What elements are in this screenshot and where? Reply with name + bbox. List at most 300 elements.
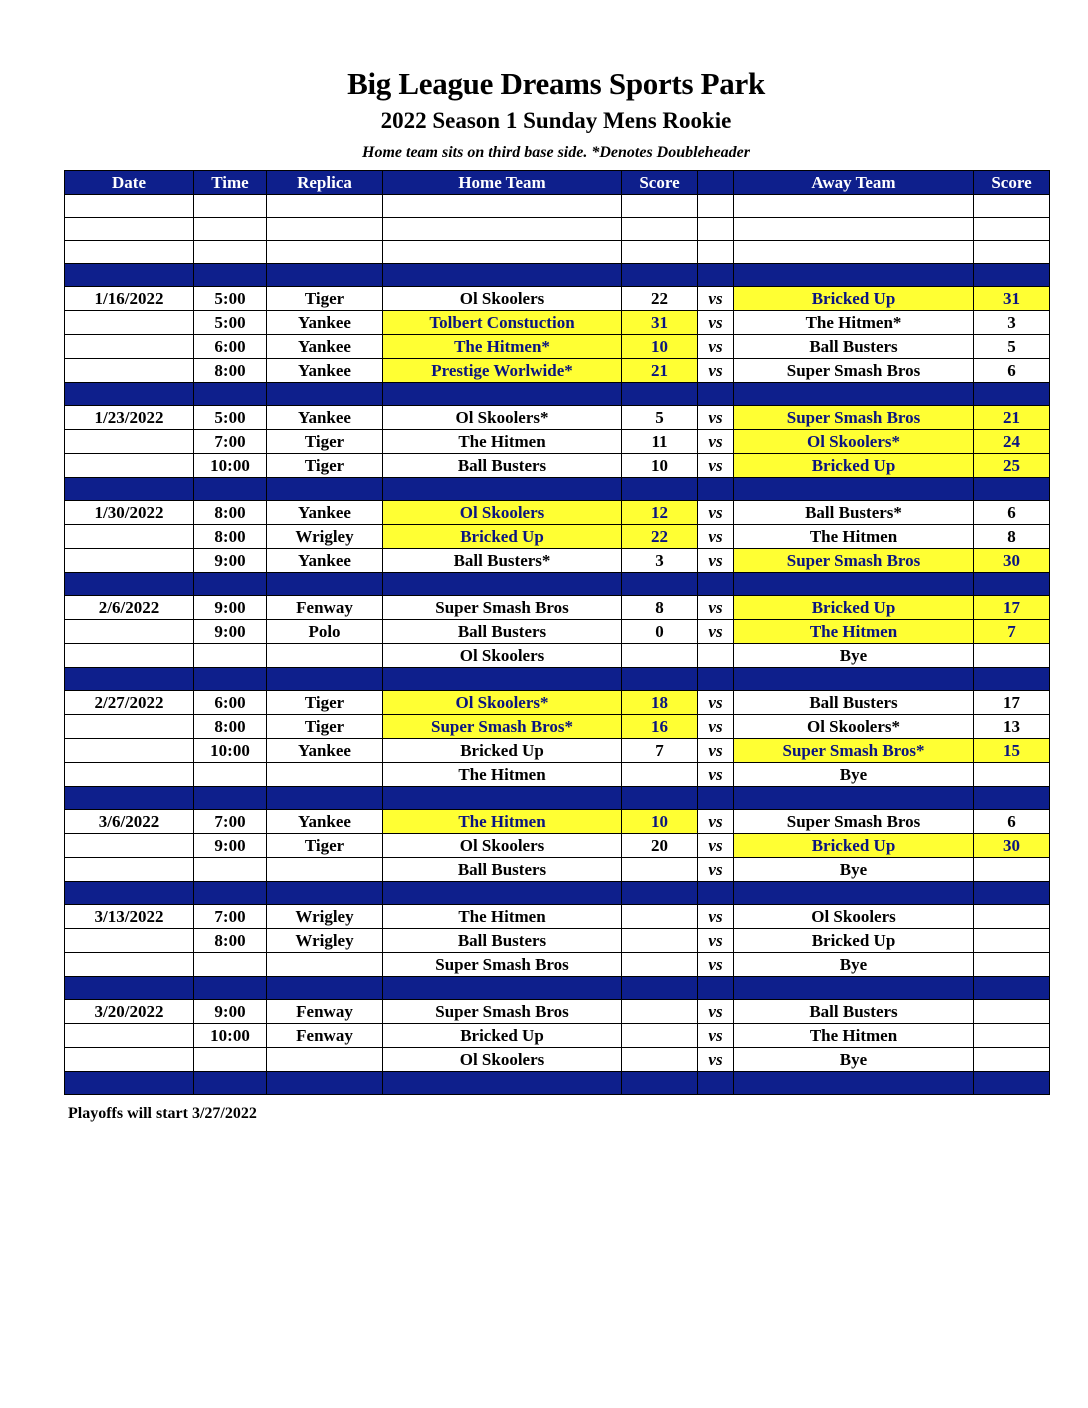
cell-replica [267,858,383,882]
cell-time: 10:00 [194,739,267,763]
cell-home-team: The Hitmen* [383,335,622,359]
cell-home-score: 10 [622,454,698,478]
cell-replica [267,383,383,406]
page-subtitle: 2022 Season 1 Sunday Mens Rookie [380,108,732,133]
cell-home-score: 22 [622,287,698,311]
cell-away-score: 24 [974,430,1050,454]
cell-away-team: The Hitmen [734,525,974,549]
cell-date [65,1024,194,1048]
table-row [65,430,1050,454]
cell-away-team [734,218,974,241]
cell-away-score [974,763,1050,787]
cell-replica [267,977,383,1000]
cell-date [65,195,194,218]
table-row [65,596,1050,620]
cell-replica [267,1048,383,1072]
table-row [65,620,1050,644]
cell-date [65,218,194,241]
cell-home-score: 7 [622,739,698,763]
cell-away-team: Bricked Up [734,834,974,858]
cell-replica: Yankee [267,335,383,359]
table-row [65,454,1050,478]
cell-home-team: Super Smash Bros* [383,715,622,739]
cell-home-score: 16 [622,715,698,739]
cell-away-team: The Hitmen [734,620,974,644]
cell-home-team: Super Smash Bros [383,596,622,620]
cell-home-team: Ball Busters [383,929,622,953]
cell-replica: Yankee [267,739,383,763]
cell-home-team [383,264,622,287]
cell-vs: vs [698,1000,734,1024]
cell-home-score [622,763,698,787]
cell-home-score [622,218,698,241]
cell-home-score: 20 [622,834,698,858]
cell-replica: Wrigley [267,525,383,549]
cell-date: 3/6/2022 [65,810,194,834]
cell-home-team: Bricked Up [383,525,622,549]
table-row [65,953,1050,977]
cell-home-score [622,644,698,668]
cell-date [65,573,194,596]
cell-time: 8:00 [194,715,267,739]
cell-away-score [974,218,1050,241]
separator-row [65,264,1050,287]
cell-home-team [383,1072,622,1095]
cell-away-score [974,977,1050,1000]
separator-row [65,1072,1050,1095]
cell-away-score: 7 [974,620,1050,644]
cell-home-team: Ball Busters [383,454,622,478]
cell-away-team: Bye [734,763,974,787]
cell-time: 10:00 [194,454,267,478]
cell-vs: vs [698,858,734,882]
cell-date: 3/20/2022 [65,1000,194,1024]
column-header-home-score: Score [622,171,698,195]
cell-date [65,264,194,287]
cell-time [194,763,267,787]
cell-date [65,359,194,383]
cell-away-team: Bricked Up [734,454,974,478]
cell-date [65,644,194,668]
cell-vs [698,264,734,287]
cell-away-score: 6 [974,810,1050,834]
cell-home-score: 11 [622,430,698,454]
table-row [65,1000,1050,1024]
cell-date [65,882,194,905]
cell-home-score: 18 [622,691,698,715]
cell-home-team: Super Smash Bros [383,953,622,977]
cell-vs: vs [698,763,734,787]
column-header-away-score: Score [974,171,1050,195]
cell-vs: vs [698,311,734,335]
empty-row [65,195,1050,218]
cell-away-team [734,195,974,218]
cell-vs: vs [698,739,734,763]
separator-row [65,478,1050,501]
cell-home-team: Ol Skoolers [383,287,622,311]
cell-away-team: Bye [734,1048,974,1072]
cell-away-team: Super Smash Bros [734,810,974,834]
cell-away-score: 21 [974,406,1050,430]
cell-home-score [622,241,698,264]
cell-away-score: 17 [974,691,1050,715]
cell-away-score [974,264,1050,287]
cell-away-score [974,478,1050,501]
cell-vs: vs [698,501,734,525]
cell-away-score: 15 [974,739,1050,763]
cell-away-team: The Hitmen* [734,311,974,335]
cell-vs [698,1072,734,1095]
cell-vs: vs [698,549,734,573]
cell-away-team: Bye [734,953,974,977]
cell-home-team [383,977,622,1000]
cell-home-score: 21 [622,359,698,383]
cell-vs [698,241,734,264]
cell-time [194,241,267,264]
cell-home-score [622,668,698,691]
cell-replica: Wrigley [267,929,383,953]
schedule-body [65,195,1050,1095]
cell-time [194,1048,267,1072]
cell-vs: vs [698,691,734,715]
cell-home-team: Super Smash Bros [383,1000,622,1024]
cell-replica: Yankee [267,359,383,383]
cell-home-team: Ol Skoolers [383,834,622,858]
cell-home-score: 22 [622,525,698,549]
column-header-vs [698,171,734,195]
cell-away-team [734,383,974,406]
cell-home-score [622,882,698,905]
cell-home-score [622,1024,698,1048]
cell-date: 1/16/2022 [65,287,194,311]
empty-row [65,241,1050,264]
cell-date: 1/30/2022 [65,501,194,525]
cell-replica [267,882,383,905]
cell-away-score [974,905,1050,929]
cell-away-score [974,787,1050,810]
cell-away-team: The Hitmen [734,1024,974,1048]
cell-replica [267,787,383,810]
cell-away-team: Ol Skoolers* [734,430,974,454]
cell-time: 9:00 [194,596,267,620]
cell-date [65,763,194,787]
cell-replica: Yankee [267,501,383,525]
cell-time [194,218,267,241]
cell-home-team [383,218,622,241]
cell-home-team: Ol Skoolers [383,644,622,668]
schedule-note: Home team sits on third base side. *Denotes Doubleheader [362,144,750,161]
cell-replica: Yankee [267,311,383,335]
cell-time: 8:00 [194,359,267,383]
cell-vs [698,383,734,406]
cell-date: 3/13/2022 [65,905,194,929]
table-row [65,739,1050,763]
cell-vs: vs [698,810,734,834]
table-row [65,406,1050,430]
table-row [65,691,1050,715]
cell-away-team [734,977,974,1000]
cell-vs [698,977,734,1000]
column-header-away-team: Away Team [734,171,974,195]
cell-time [194,787,267,810]
cell-replica [267,644,383,668]
cell-time: 9:00 [194,549,267,573]
cell-away-team [734,241,974,264]
cell-away-score [974,858,1050,882]
cell-vs: vs [698,620,734,644]
column-header-date: Date [65,171,194,195]
cell-vs [698,478,734,501]
cell-time: 6:00 [194,691,267,715]
cell-vs: vs [698,454,734,478]
table-row [65,287,1050,311]
cell-replica: Fenway [267,596,383,620]
cell-home-team: Ball Busters [383,858,622,882]
cell-home-team [383,573,622,596]
cell-replica: Tiger [267,430,383,454]
cell-time: 9:00 [194,620,267,644]
cell-time: 6:00 [194,335,267,359]
cell-away-score [974,953,1050,977]
cell-time: 7:00 [194,905,267,929]
cell-time [194,977,267,1000]
cell-away-score: 3 [974,311,1050,335]
cell-home-team: The Hitmen [383,763,622,787]
cell-vs: vs [698,1048,734,1072]
cell-away-team: Ball Busters* [734,501,974,525]
cell-date [65,834,194,858]
cell-away-score: 6 [974,501,1050,525]
cell-home-team [383,241,622,264]
cell-date [65,525,194,549]
cell-away-score [974,882,1050,905]
cell-home-score: 10 [622,810,698,834]
cell-away-score [974,1000,1050,1024]
cell-vs: vs [698,953,734,977]
cell-time: 8:00 [194,929,267,953]
table-row [65,549,1050,573]
table-row [65,1048,1050,1072]
table-row [65,359,1050,383]
cell-home-team: Ol Skoolers* [383,691,622,715]
cell-home-team [383,383,622,406]
cell-time [194,882,267,905]
cell-date [65,953,194,977]
cell-away-team: Ol Skoolers* [734,715,974,739]
cell-home-score [622,195,698,218]
cell-home-score [622,929,698,953]
cell-time [194,858,267,882]
cell-home-team: Bricked Up [383,1024,622,1048]
cell-away-score [974,929,1050,953]
cell-away-team: Super Smash Bros [734,549,974,573]
cell-replica [267,264,383,287]
cell-away-score: 31 [974,287,1050,311]
cell-vs [698,195,734,218]
table-row [65,644,1050,668]
cell-replica: Fenway [267,1024,383,1048]
cell-home-score: 3 [622,549,698,573]
cell-date [65,929,194,953]
cell-away-team [734,668,974,691]
table-row [65,525,1050,549]
cell-home-team: Tolbert Constuction [383,311,622,335]
cell-home-team: The Hitmen [383,810,622,834]
cell-vs: vs [698,406,734,430]
cell-away-score: 25 [974,454,1050,478]
cell-vs [698,218,734,241]
cell-time: 5:00 [194,406,267,430]
cell-time: 5:00 [194,311,267,335]
cell-date [65,739,194,763]
cell-date: 1/23/2022 [65,406,194,430]
cell-home-team: Ball Busters* [383,549,622,573]
cell-away-team: Ball Busters [734,1000,974,1024]
cell-time [194,195,267,218]
cell-replica [267,241,383,264]
cell-vs: vs [698,359,734,383]
cell-home-score [622,1072,698,1095]
table-row [65,810,1050,834]
column-header-home-team: Home Team [383,171,622,195]
cell-home-score: 31 [622,311,698,335]
cell-date [65,977,194,1000]
cell-away-team: Bye [734,644,974,668]
cell-away-team [734,1072,974,1095]
cell-time: 10:00 [194,1024,267,1048]
cell-vs: vs [698,335,734,359]
cell-time: 9:00 [194,834,267,858]
table-row [65,311,1050,335]
cell-away-team: Ol Skoolers [734,905,974,929]
cell-away-score: 30 [974,834,1050,858]
cell-away-score [974,1072,1050,1095]
separator-row [65,977,1050,1000]
cell-away-team: Ball Busters [734,335,974,359]
cell-date [65,858,194,882]
cell-time: 9:00 [194,1000,267,1024]
cell-home-team: The Hitmen [383,905,622,929]
cell-replica [267,195,383,218]
cell-home-team: Ol Skoolers [383,501,622,525]
cell-date [65,478,194,501]
cell-home-score: 8 [622,596,698,620]
cell-date: 2/6/2022 [65,596,194,620]
cell-date [65,715,194,739]
empty-row [65,218,1050,241]
cell-vs [698,668,734,691]
cell-replica [267,573,383,596]
cell-replica: Tiger [267,454,383,478]
cell-home-team: Ol Skoolers [383,1048,622,1072]
cell-time [194,953,267,977]
cell-replica: Yankee [267,549,383,573]
cell-replica [267,1072,383,1095]
cell-away-score: 6 [974,359,1050,383]
cell-away-score [974,668,1050,691]
cell-away-score: 30 [974,549,1050,573]
cell-time [194,478,267,501]
cell-vs [698,644,734,668]
cell-date [65,383,194,406]
cell-replica: Fenway [267,1000,383,1024]
cell-date: 2/27/2022 [65,691,194,715]
cell-date [65,1048,194,1072]
cell-away-team [734,882,974,905]
cell-home-team [383,668,622,691]
cell-home-score [622,905,698,929]
cell-away-score [974,644,1050,668]
cell-home-team [383,787,622,810]
cell-home-score [622,573,698,596]
cell-home-team: The Hitmen [383,430,622,454]
cell-away-score [974,1048,1050,1072]
cell-home-score [622,478,698,501]
cell-home-score [622,977,698,1000]
cell-home-team [383,882,622,905]
cell-replica [267,478,383,501]
cell-replica: Polo [267,620,383,644]
cell-vs [698,573,734,596]
cell-replica: Tiger [267,287,383,311]
cell-replica: Yankee [267,406,383,430]
cell-home-score [622,383,698,406]
cell-away-score: 5 [974,335,1050,359]
cell-home-score: 0 [622,620,698,644]
playoffs-note: Playoffs will start 3/27/2022 [68,1105,257,1122]
cell-replica: Tiger [267,691,383,715]
table-row [65,905,1050,929]
cell-vs: vs [698,287,734,311]
column-header-replica: Replica [267,171,383,195]
cell-home-team: Prestige Worlwide* [383,359,622,383]
cell-replica: Tiger [267,715,383,739]
cell-vs [698,787,734,810]
cell-home-score [622,264,698,287]
cell-away-score [974,195,1050,218]
cell-home-score [622,953,698,977]
header-row [65,171,1050,195]
cell-vs [698,882,734,905]
column-header-time: Time [194,171,267,195]
cell-date [65,311,194,335]
cell-away-team [734,573,974,596]
separator-row [65,668,1050,691]
cell-time: 5:00 [194,287,267,311]
cell-away-team: Super Smash Bros [734,359,974,383]
cell-date [65,1072,194,1095]
cell-date [65,241,194,264]
cell-replica [267,953,383,977]
cell-vs: vs [698,929,734,953]
separator-row [65,573,1050,596]
schedule-table [64,170,1050,1095]
cell-away-team: Bricked Up [734,596,974,620]
cell-away-score: 13 [974,715,1050,739]
cell-date [65,787,194,810]
table-row [65,335,1050,359]
cell-away-team [734,264,974,287]
separator-row [65,383,1050,406]
cell-replica [267,763,383,787]
table-row [65,834,1050,858]
separator-row [65,882,1050,905]
cell-away-team: Bricked Up [734,929,974,953]
cell-vs: vs [698,525,734,549]
table-row [65,1024,1050,1048]
cell-time [194,264,267,287]
cell-away-team: Bye [734,858,974,882]
